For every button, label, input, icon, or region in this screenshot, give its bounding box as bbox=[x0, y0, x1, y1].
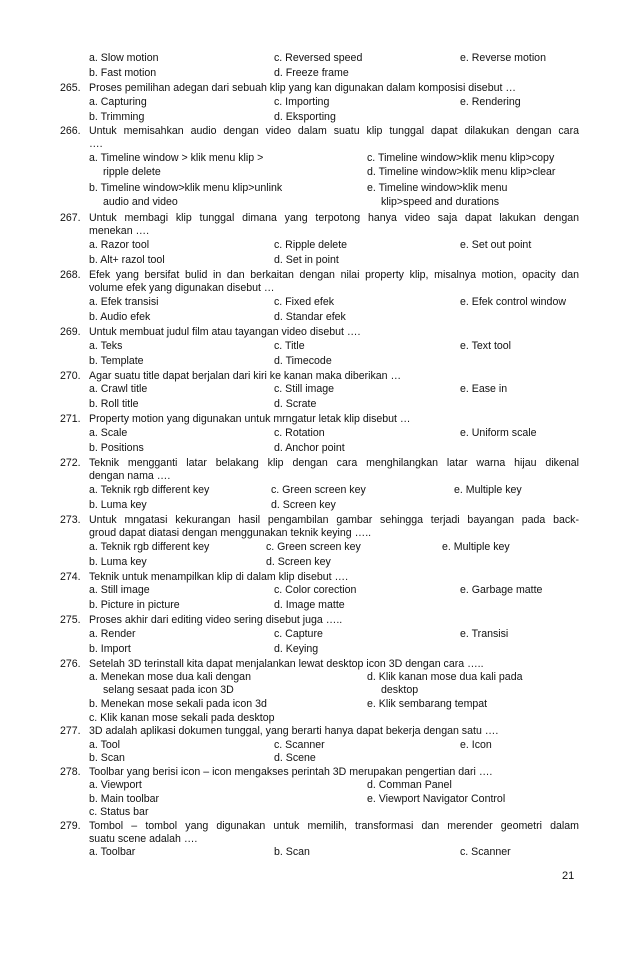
option-e-cont: klip>speed and durations bbox=[381, 196, 500, 208]
question-text: Toolbar yang berisi icon – icon mengakses perintah 3D merupakan pengertian dari …. bbox=[89, 766, 493, 778]
option-a-cont: ripple delete bbox=[103, 166, 161, 178]
option-a: a. Slow motion bbox=[89, 52, 159, 64]
question-number: 271. bbox=[60, 413, 81, 425]
question-number: 278. bbox=[60, 766, 81, 778]
option-a: a. Toolbar bbox=[89, 846, 136, 858]
question-text: Untuk membagi klip tunggal dimana yang terpotong hanya video saja dapat lakukan dengan bbox=[89, 212, 579, 224]
question-text: Setelah 3D terinstall kita dapat menjalankan lewat desktop icon 3D dengan cara ….. bbox=[89, 658, 484, 670]
question-text: Teknik mengganti latar belakang klip dengan cara menghilangkan latar warna hijau dikenal bbox=[89, 457, 579, 469]
option-d: d. Image matte bbox=[274, 599, 345, 611]
option-a: a. Menekan mose dua kali dengan bbox=[89, 671, 251, 683]
option-c: c. Status bar bbox=[89, 806, 149, 818]
option-e: e. Text tool bbox=[460, 340, 512, 352]
option-c: c. Capture bbox=[274, 628, 323, 640]
option-a-cont: selang sesaat pada icon 3D bbox=[103, 684, 234, 696]
question-text: Property motion yang digunakan untuk mrngatur letak klip disebut … bbox=[89, 413, 411, 425]
option-d: d. Timeline window>klik menu klip>clear bbox=[367, 166, 556, 178]
option-a: a. Teknik rgb different key bbox=[89, 484, 210, 496]
question-text: Untuk memisahkan audio dengan video dalam suatu klip tunggal dapat dilakukan dengan cara bbox=[89, 125, 579, 137]
option-b: b. Roll title bbox=[89, 398, 139, 410]
question-text: Proses pemilihan adegan dari sebuah klip yang kan digunakan dalam komposisi disebut … bbox=[89, 82, 516, 94]
question-number: 270. bbox=[60, 370, 81, 382]
option-b: b. Timeline window>klik menu klip>unlink bbox=[89, 182, 283, 194]
option-b: b. Import bbox=[89, 643, 131, 655]
option-b: b. Menekan mose sekali pada icon 3d bbox=[89, 698, 267, 710]
question-text: Agar suatu title dapat berjalan dari kiri ke kanan maka diberikan … bbox=[89, 370, 402, 382]
option-d-cont: desktop bbox=[381, 684, 419, 696]
option-b: b. Picture in picture bbox=[89, 599, 180, 611]
option-d: d. Set in point bbox=[274, 254, 339, 266]
option-a: a. Capturing bbox=[89, 96, 147, 108]
option-c: c. Still image bbox=[274, 383, 335, 395]
option-b: b. Template bbox=[89, 355, 144, 367]
option-c: c. Fixed efek bbox=[274, 296, 335, 308]
option-d: d. Scrate bbox=[274, 398, 317, 410]
option-b: b. Luma key bbox=[89, 556, 147, 568]
option-b-cont: audio and video bbox=[103, 196, 178, 208]
option-c: c. Scanner bbox=[274, 739, 325, 751]
option-a: a. Tool bbox=[89, 739, 121, 751]
question-number: 277. bbox=[60, 725, 81, 737]
option-e: e. Viewport Navigator Control bbox=[367, 793, 506, 805]
option-a: a. Teknik rgb different key bbox=[89, 541, 210, 553]
question-number: 272. bbox=[60, 457, 81, 469]
option-d: d. Klik kanan mose dua kali pada bbox=[367, 671, 523, 683]
option-d: d. Comman Panel bbox=[367, 779, 452, 791]
option-a: a. Crawl title bbox=[89, 383, 148, 395]
option-c: c. Klik kanan mose sekali pada desktop bbox=[89, 712, 275, 724]
option-c: c. Color corection bbox=[274, 584, 357, 596]
option-d: d. Scene bbox=[274, 752, 316, 764]
question-number: 276. bbox=[60, 658, 81, 670]
question-number: 274. bbox=[60, 571, 81, 583]
option-e: e. Icon bbox=[460, 739, 492, 751]
option-b: b. Fast motion bbox=[89, 67, 157, 79]
option-b: b. Scan bbox=[89, 752, 125, 764]
option-e: e. Rendering bbox=[460, 96, 521, 108]
question-number: 265. bbox=[60, 82, 81, 94]
option-e: e. Multiple key bbox=[454, 484, 522, 496]
option-d: d. Standar efek bbox=[274, 311, 346, 323]
option-c: c. Ripple delete bbox=[274, 239, 348, 251]
question-text-cont: volume efek yang digunakan disebut … bbox=[89, 282, 275, 294]
option-a: a. Razor tool bbox=[89, 239, 150, 251]
question-text: Proses akhir dari editing video sering disebut juga ….. bbox=[89, 614, 343, 626]
option-b: b. Scan bbox=[274, 846, 310, 858]
option-d: d. Eksporting bbox=[274, 111, 336, 123]
option-c: c. Scanner bbox=[460, 846, 511, 858]
question-text: Untuk membuat judul film atau tayangan video disebut …. bbox=[89, 326, 361, 338]
option-a: a. Efek transisi bbox=[89, 296, 159, 308]
question-text-cont: …. bbox=[89, 138, 103, 150]
option-c: c. Rotation bbox=[274, 427, 325, 439]
question-number: 273. bbox=[60, 514, 81, 526]
option-d: d. Anchor point bbox=[274, 442, 345, 454]
option-d: d. Keying bbox=[274, 643, 319, 655]
option-c: c. Title bbox=[274, 340, 305, 352]
option-e: e. Klik sembarang tempat bbox=[367, 698, 488, 710]
option-e: e. Reverse motion bbox=[460, 52, 546, 64]
option-a: a. Timeline window > klik menu klip > bbox=[89, 152, 264, 164]
question-text: Tombol – tombol yang digunakan untuk memilih, transformasi dan merender geometri dalam bbox=[89, 820, 579, 832]
option-b: b. Audio efek bbox=[89, 311, 151, 323]
option-a: a. Still image bbox=[89, 584, 150, 596]
option-e: e. Garbage matte bbox=[460, 584, 543, 596]
option-b: b. Trimming bbox=[89, 111, 145, 123]
option-d: d. Timecode bbox=[274, 355, 332, 367]
option-e: e. Efek control window bbox=[460, 296, 566, 308]
option-e: e. Timeline window>klik menu bbox=[367, 182, 508, 194]
option-e: e. Ease in bbox=[460, 383, 508, 395]
question-text: 3D adalah aplikasi dokumen tunggal, yang berarti hanya dapat bekerja dengan satu …. bbox=[89, 725, 499, 737]
question-number: 268. bbox=[60, 269, 81, 281]
option-c: c. Timeline window>klik menu klip>copy bbox=[367, 152, 555, 164]
option-a: a. Teks bbox=[89, 340, 123, 352]
question-number: 269. bbox=[60, 326, 81, 338]
option-e: e. Transisi bbox=[460, 628, 509, 640]
option-c: c. Importing bbox=[274, 96, 330, 108]
question-text: Teknik untuk menampilkan klip di dalam klip disebut …. bbox=[89, 571, 349, 583]
question-text-cont: suatu scene adalah …. bbox=[89, 833, 198, 845]
question-text-cont: groud dapat diatasi dengan menggunakan teknik keying ….. bbox=[89, 527, 372, 539]
option-c: c. Green screen key bbox=[271, 484, 366, 496]
option-a: a. Render bbox=[89, 628, 136, 640]
page-number: 21 bbox=[562, 870, 575, 882]
question-number: 266. bbox=[60, 125, 81, 137]
option-b: b. Alt+ razol tool bbox=[89, 254, 165, 266]
option-d: d. Freeze frame bbox=[274, 67, 349, 79]
option-d: d. Screen key bbox=[266, 556, 331, 568]
option-c: c. Green screen key bbox=[266, 541, 361, 553]
option-a: a. Scale bbox=[89, 427, 128, 439]
option-d: d. Screen key bbox=[271, 499, 336, 511]
option-e: e. Multiple key bbox=[442, 541, 510, 553]
question-number: 275. bbox=[60, 614, 81, 626]
option-b: b. Main toolbar bbox=[89, 793, 160, 805]
question-number: 279. bbox=[60, 820, 81, 832]
question-number: 267. bbox=[60, 212, 81, 224]
option-b: b. Luma key bbox=[89, 499, 147, 511]
option-e: e. Set out point bbox=[460, 239, 532, 251]
question-text: Untuk mngatasi kekurangan hasil pengambilan gambar sehingga terjadi bayangan pada back- bbox=[89, 514, 579, 526]
question-text-cont: dengan nama …. bbox=[89, 470, 171, 482]
option-c: c. Reversed speed bbox=[274, 52, 363, 64]
option-a: a. Viewport bbox=[89, 779, 142, 791]
option-b: b. Positions bbox=[89, 442, 144, 454]
option-e: e. Uniform scale bbox=[460, 427, 537, 439]
question-text-cont: menekan …. bbox=[89, 225, 150, 237]
question-text: Efek yang bersifat bulid in dan berkaitan dengan nilai property klip, misalnya motion, opacity dan bbox=[89, 269, 579, 281]
